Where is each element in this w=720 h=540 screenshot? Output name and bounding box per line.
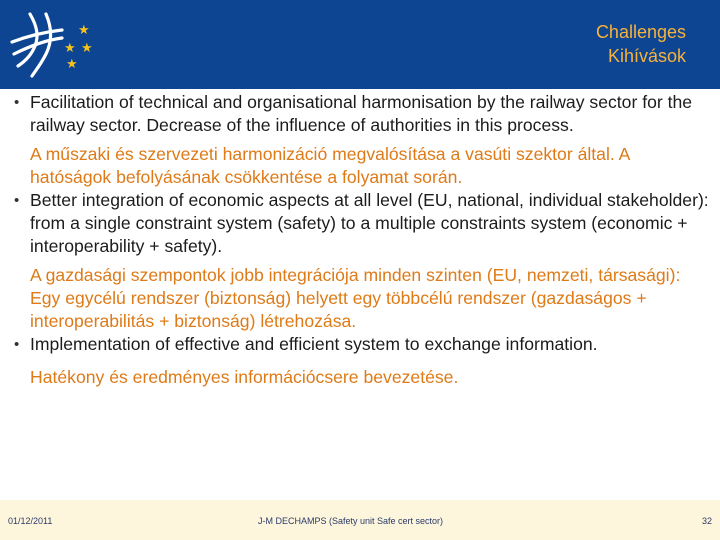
- footer-author: J-M DECHAMPS (Safety unit Safe cert sector): [258, 516, 444, 526]
- svg-text:★: ★: [66, 57, 78, 72]
- bullet-item-harmonisation: [10, 91, 710, 189]
- bullet-list: [10, 91, 710, 389]
- bullet-text-hungarian: A gazdasági szempontok jobb integrációja minden szinten (EU, nemzeti, társasági): Egy egycélú rendszer (biztonság) helyett egy többcélú rendszer (gazdaságos + interoperabilitás + biztonság) létrehozása.: [30, 265, 681, 331]
- bullet-item-economic-integration: [10, 189, 710, 333]
- bullet-text-english: Implementation of effective and efficient system to exchange information.: [30, 334, 598, 354]
- bullet-icon: •: [14, 336, 20, 353]
- eu-agency-logo-icon: [6, 6, 102, 82]
- svg-text:★: ★: [81, 41, 93, 56]
- slide-title: [596, 20, 686, 68]
- svg-text:★: ★: [64, 41, 76, 56]
- bullet-text-hungarian: Hatékony és eredményes információcsere bevezetése.: [30, 367, 459, 387]
- bullet-text-hungarian: A műszaki és szervezeti harmonizáció megvalósítása a vasúti szektor által. A hatóságok befolyásának csökkentése a folyamat során.: [30, 144, 630, 187]
- page-number: 32: [701, 516, 712, 526]
- bullet-text-english: Better integration of economic aspects at all level (EU, national, individual stakeholder): from a single constraint system (safety) to a multiple constraints system (economic + interoperability + safety).: [30, 190, 709, 256]
- bullet-icon: •: [14, 94, 20, 111]
- svg-text:★: ★: [78, 23, 90, 38]
- bullet-text-english: Facilitation of technical and organisational harmonisation by the railway sector for the railway sector. Decrease of the influence of authorities in this process.: [30, 92, 693, 135]
- title-hungarian: Kihívások: [607, 46, 686, 66]
- footer-date: 01/12/2011: [8, 516, 53, 526]
- bullet-icon: •: [14, 192, 20, 209]
- header-bar: [0, 0, 720, 89]
- footer-bar: [0, 500, 720, 540]
- bullet-item-information-exchange: [10, 333, 710, 389]
- title-english: Challenges: [595, 22, 686, 42]
